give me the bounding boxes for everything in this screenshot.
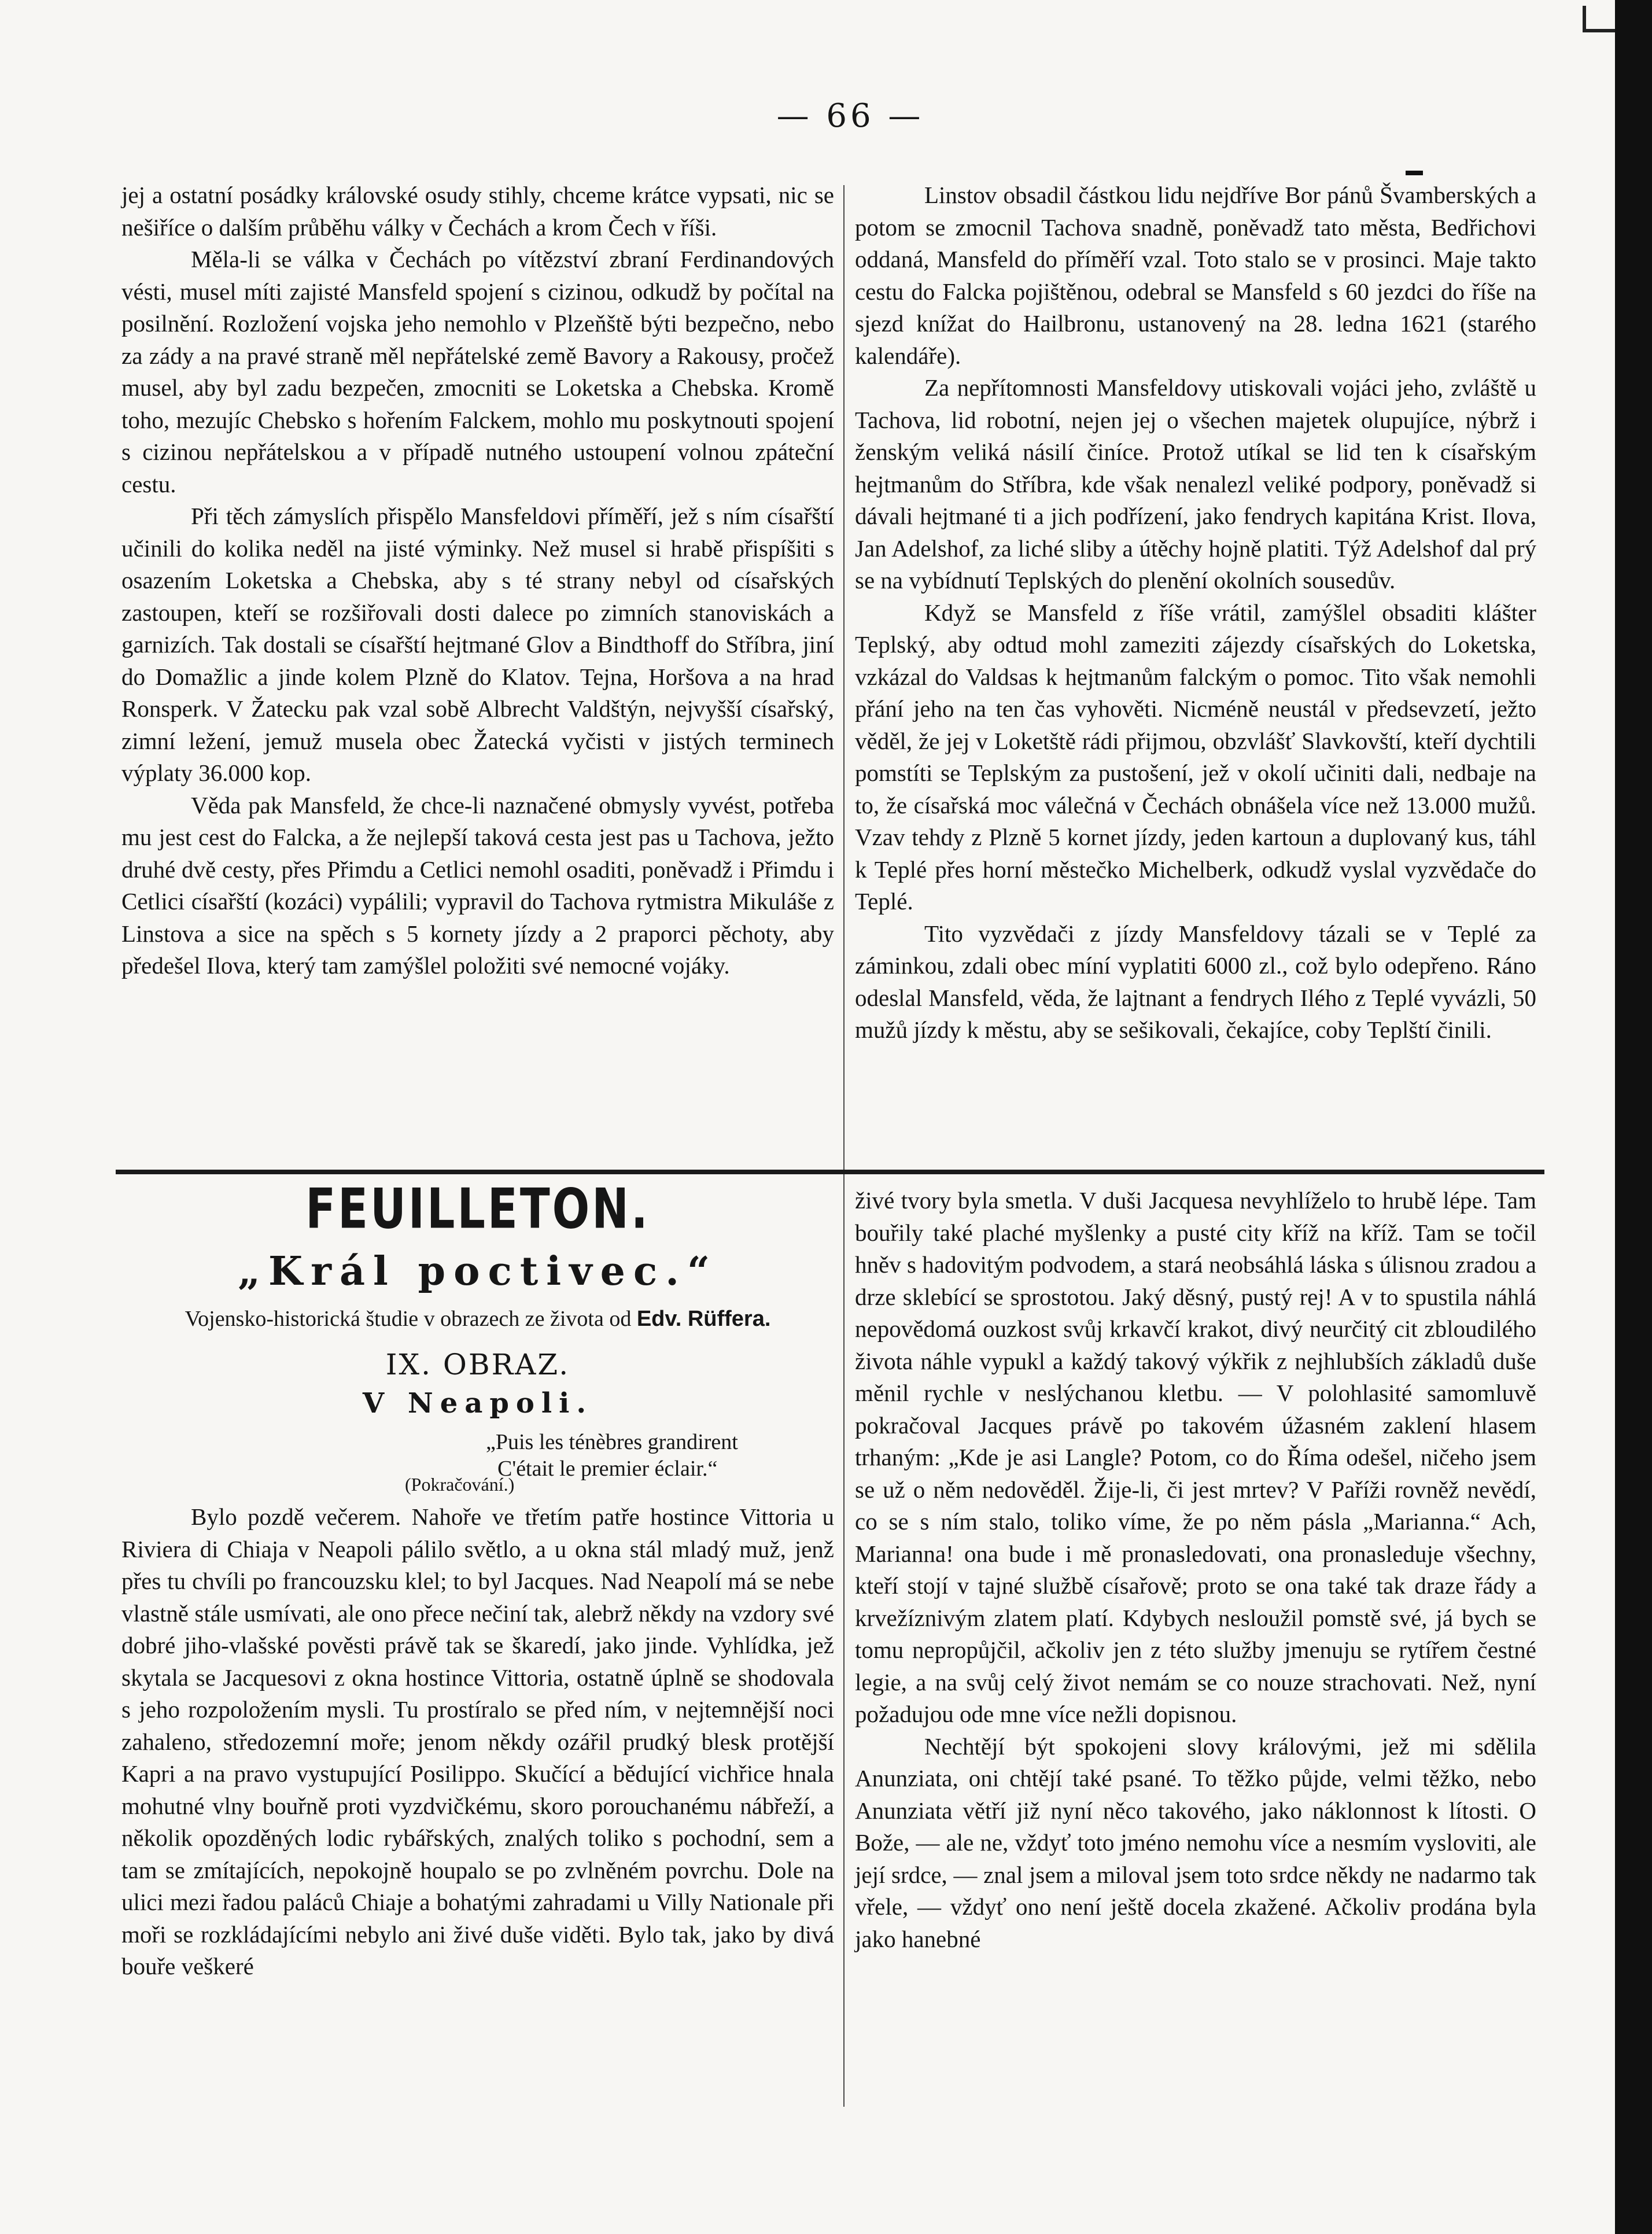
print-mark xyxy=(1406,171,1423,175)
paragraph: Linstov obsadil částkou lidu nejdříve Bor pánů Švamberských a potom se zmocnil Tachova snadně, poněvadž tato města, Bedřichovi oddaná, Mansfeld do příměří vzal. Toto stalo se v prosinci. Maje takto cestu do Falcka pojištěnou, odebral se Mansfeld s 60 jezdci do říše na sjezd knížat do Hailbronu, ustanovený na 28. ledna 1621 (starého kalendáře). xyxy=(855,182,1536,369)
paragraph: Věda pak Mansfeld, že chce-li naznačené obmysly vyvést, potřeba mu jest cest do Falcka, a že nejlepší taková cesta jest pas u Tachova, ježto druhé dvě cesty, přes Přimdu a Cetlici nemohl osaditi, poněvadž i Přimdu i Cetlici císařští (kozáci) vypálili; vypravil do Tachova rytmistra Mikuláše z Linstova a sice na spěch s 5 kornety jízdy a 2 praporci pěchoty, aby předešel Ilova, který tam zamýšlel položiti své nemocné vojáky. xyxy=(121,791,834,979)
story-subtitle xyxy=(121,1306,834,1332)
paragraph: Nechtějí být spokojeni slovy královými, jež mi sdělila Anunziata, oni chtějí také psané. To těžko půjde, velmi těžko, nebo Anunziata větří již nyní něco takového, jako náklonnost k lítosti. O Bože, — ale ne, vždyť toto jméno nemohu více a nesmím vysloviti, ale její srdce, — znal jsem a miloval jsem toto srdce někdy ne nadarmo tak vřele, — vždyť ono není ještě docela zkažené. Ačkoliv prodána byla jako hanebné xyxy=(855,1732,1536,1952)
chapter-title: V Neapoli. xyxy=(362,1387,593,1420)
feuilleton-right-column xyxy=(855,1185,1536,1955)
story-title: „Král poctivec.“ xyxy=(237,1248,718,1295)
paragraph: Bylo pozdě večerem. Nahoře ve třetím patře hostince Vittoria u Riviera di Chiaja v Neapoli pálilo světlo, a u okna stál mladý muž, jenž přes tu chvíli po francouzsku klel; to byl Jacques. Nad Neapolí má se nebe vlastně stále usmívati, ale ono přece nečiní tak, alebrž někdy na vzdory své dobré jiho-vlašské pověsti právě tak se škaredí, jako jinde. Vyhlídka, jež skytala se Jacquesovi z okna hostince Vittoria, ostatně úplně se shodovala s jeho rozpoložením mysli. Tu prostíralo se před ním, v nejtemnější noci zahaleno, středozemní moře; jenom někdy ozářil prudký blesk protější Kapri a na pravo vystupující Posilippo. Skučící a bědující vichřice hnala mohutné vlny bouřně proti vyzdvičkému, skoro porouchanému nábřeží, a několik opozděných lodic rybářských, znalých toliko s pochodní, sem a tam se zmítajících, nepokojně houpalo se po zvlněném povrchu. Dole na ulici mezi řadou paláců Chiaje a bohatými zahradami u Villy Nationale při moři se rozkládajícími nebylo ani živé duše viděti. Bylo tak, jako by divá bouře veškeré xyxy=(121,1503,834,1979)
article-left-column xyxy=(121,179,834,982)
chapter-number: IX. OBRAZ. xyxy=(385,1348,570,1381)
article-right-column xyxy=(855,179,1536,1046)
paragraph: Za nepřítomnosti Mansfeldovy utiskovali vojáci jeho, zvláště u Tachova, lid robotní, nejen jej o všechen majetek olupujíce, nýbrž i ženským veliká násilí činíce. Protož utíkal se lid ten k císařským hejtmanům do Stříbra, kde však nenalezl veliké podpory, poněvadž si dávali hejtmané ti a jich podřízení, jako fendrych kapitána Krist. Ilova, Jan Adelshof, za liché sliby a útěchy hojně platiti. Týž Adelshof dal prý se na vybídnutí Teplských do plenění okolních sousedův. xyxy=(855,374,1536,593)
paragraph: živé tvory byla smetla. V duši Jacquesa nevyhlíželo to hrubě lépe. Tam bouřily také plaché myšlenky a pusté city kříž na kříž. Tam se točil hněv s hadovitým podvodem, a stará neobsáhlá láska s úlisnou zradou a drze sklebící se sprostotou. Jaký děsný, pustý rej! A v to spustila náhlá nepovědomá ouzkost svůj krkavčí krakot, divý neurčitý cit zbloudilého života náhle vypukl a každý takový výkřik z nejhlubších základů duše měnil rychle v neslýchanou kletbu. — V polohlasité samomluvě pokračoval Jacques právě po takovém úžasném zaklení hlasem trhaným: „Kde je asi Langle? Potom, co do Říma odešel, ničeho jsem se už o něm nedověděl. Žije-li, či jest mrtev? V Paříži rovněž nevědí, co se s ním stalo, toliko víme, že po něm pásla „Marianna.“ Ach, Marianna! ona bude i mě pronasledovati, ona pronasleduje všechny, kteří stojí v tajné službě císařově; proto se ona také tak draze řády a krvežíznivým zlatem platí. Kdybych nesloužil pomstě své, já bych se tomu nepropůjčil, ačkoliv jen z této služby jmenuju se rytířem čestné legie, a na svůj celý život nemám se co nouze strachovati. Než, nyní požadujou ode mne více nežli dopisnou. xyxy=(855,1187,1536,1727)
page-number: — 66 — xyxy=(776,97,924,135)
paragraph: Když se Mansfeld z říše vrátil, zamýšlel obsaditi klášter Teplský, aby odtud mohl zameziti zájezdy císařských do Loketska, vzkázal do Valdsas k hejtmanům falckým o pomoc. Tito však nemohli přání jeho na ten čas vyhověti. Nicméně neustál v předsevzetí, ježto věděl, že jej v Loketště rádi přijmou, obzvlášť Slavkovští, kteří dychtili pomstíti se Teplským za pustošení, jež v okolí učiniti dali, nedbaje na to, že císařská moc válečná v Čechách obnášela více než 13.000 mužů. Vzav tehdy z Plzně 5 kornet jízdy, jeden kartoun a duplovaný kus, táhl k Teplé přes horní městečko Michelberk, odkudž vyslal vyzvědače do Teplé. xyxy=(855,599,1536,915)
scan-corner-mark xyxy=(1583,6,1615,32)
motto-line: C'était le premier éclair.“ xyxy=(497,1457,718,1481)
paragraph: Měla-li se válka v Čechách po vítězství zbraní Ferdinandových vésti, musel míti zajisté Mansfeld spojení s cizinou, odkudž by počítal na posilnění. Rozložení vojska jeho nemohlo v Plzeňště býti bezpečno, nebo za zády a na pravé straně měl nepřátelské země Bavory a Rakousy, pročež musel, aby byl zadu bezpečen, zmocniti se Loketska a Chebska. Kromě toho, mezujíc Chebsko s hořením Falckem, mohlo mu poskytnouti spojení s cizinou nepřátelskou a v případě nutného ustoupení volnou zpáteční cestu. xyxy=(121,246,834,497)
paragraph: Tito vyzvědači z jízdy Mansfeldovy tázali se v Teplé za záminkou, zdali obec míní vyplatiti 6000 zl., což bylo odepřeno. Ráno odeslal Mansfeld, věda, že lajtnant a fendrych Ilého z Teplé vyvázli, 50 mužů jízdy k městu, aby se sešikovali, čekajíce, coby Teplští činili. xyxy=(855,920,1536,1043)
scan-edge xyxy=(1615,0,1652,2234)
feuilleton-heading: FEUILLETON. xyxy=(305,1176,650,1241)
feuilleton-left-column xyxy=(121,1501,834,1983)
paragraph: jej a ostatní posádky královské osudy stihly, chceme krátce vypsati, nic se nešiříce o dalším průběhu války v Čechách a krom Čech v říši. xyxy=(121,182,834,241)
author-name: Edv. Rüffera. xyxy=(636,1307,771,1331)
section-rule xyxy=(116,1170,1544,1174)
subtitle-text: Vojensko-historická študie v obrazech ze života od xyxy=(185,1307,632,1331)
paragraph: Při těch zámyslích přispělo Mansfeldovi příměří, jež s ním císařští učinili do kolika neděl na jisté výminky. Než musel si hrabě přispíšiti s osazením Loketska a Chebska, aby s té strany nebyl od císařských zastoupen, kteří se rozšiřovali dosti dalece po zimních stanoviskách a garnizích. Tak dostali se císařští hejtmané Glov a Bindthoff do Stříbra, jiní do Domažlic a jinde kolem Plzně do Klatov. Tejna, Horšova a na hrad Ronsperk. V Žatecku pak vzal sobě Albrecht Valdštýn, nejvyšší císařský, zimní ležení, jemuž musela obec Žatecká vyčisti v jistých terminech výplaty 36.000 kop. xyxy=(121,503,834,786)
motto-line: „Puis les ténèbres grandirent xyxy=(486,1430,738,1454)
column-divider xyxy=(843,185,845,2107)
continuation-note: (Pokračování.) xyxy=(405,1474,515,1495)
